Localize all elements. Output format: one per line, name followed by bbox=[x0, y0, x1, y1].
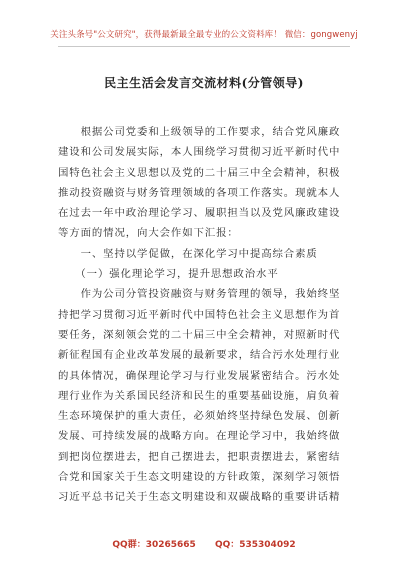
body-line: 推动投资融资与财务管理领域的各项工作落实。现就本人 bbox=[58, 186, 341, 199]
header-promo-note: 关注头条号"公文研究"，获得最新最全最专业的公文资料库！ 微信：gongwenyj bbox=[50, 30, 358, 40]
header-divider bbox=[58, 46, 350, 47]
body-line: 到把岗位摆进去，把自己摆进去，把职责摆进去，紧密结 bbox=[58, 450, 341, 463]
body-line: 生态环境保护的重大责任，必须始终坚持绿色发展、创新 bbox=[58, 410, 341, 423]
body-line: 发展、可持续发展的战略方向。在理论学习中，我始终做 bbox=[58, 430, 341, 443]
body-line: 持把学习贯彻习近平新时代中国特色社会主义思想作为首 bbox=[58, 308, 341, 321]
body-line: 建设和公司发展实际，本人围绕学习贯彻习近平新时代中 bbox=[58, 146, 341, 159]
body-line: 理行业作为关系国民经济和民生的重要基础设施，肩负着 bbox=[58, 389, 341, 402]
subsection-heading: （一）强化理论学习，提升思想政治水平 bbox=[58, 268, 279, 281]
body-line: 的具体情况，确保理论学习与行业发展紧密结合。污水处 bbox=[58, 369, 341, 382]
body-line: 要任务，深刻领会党的二十届三中全会精神，对照新时代 bbox=[58, 328, 341, 341]
footer-qq-group: QQ群：30265665 bbox=[112, 540, 196, 550]
body-line: 等方面的情况，向大会作如下汇报： bbox=[58, 227, 239, 240]
document-title: 民主生活会发言交流材料(分管领导) bbox=[104, 76, 304, 90]
body-line: 新征程国有企业改革发展的最新要求，结合污水处理行业 bbox=[58, 349, 341, 362]
footer-qq: QQ：535304092 bbox=[214, 540, 296, 550]
document-body bbox=[58, 122, 354, 508]
body-line: 习近平总书记关于生态文明建设和双碳战略的重要讲话精 bbox=[58, 491, 341, 504]
body-line: 作为公司分管投资融资与财务管理的领导，我始终坚 bbox=[58, 288, 341, 301]
body-line: 在过去一年中政治理论学习、履职担当以及党风廉政建设 bbox=[58, 207, 341, 220]
body-line: 合党和国家关于生态文明建设的方针政策，深刻学习领悟 bbox=[58, 471, 341, 484]
body-line: 国特色社会主义思想以及党的二十届三中全会精神，积极 bbox=[58, 166, 341, 179]
body-line: 根据公司党委和上级领导的工作要求，结合党风廉政 bbox=[58, 126, 341, 138]
section-heading: 一、坚持以学促做，在深化学习中提高综合素质 bbox=[58, 247, 318, 260]
footer-contact bbox=[0, 537, 408, 550]
